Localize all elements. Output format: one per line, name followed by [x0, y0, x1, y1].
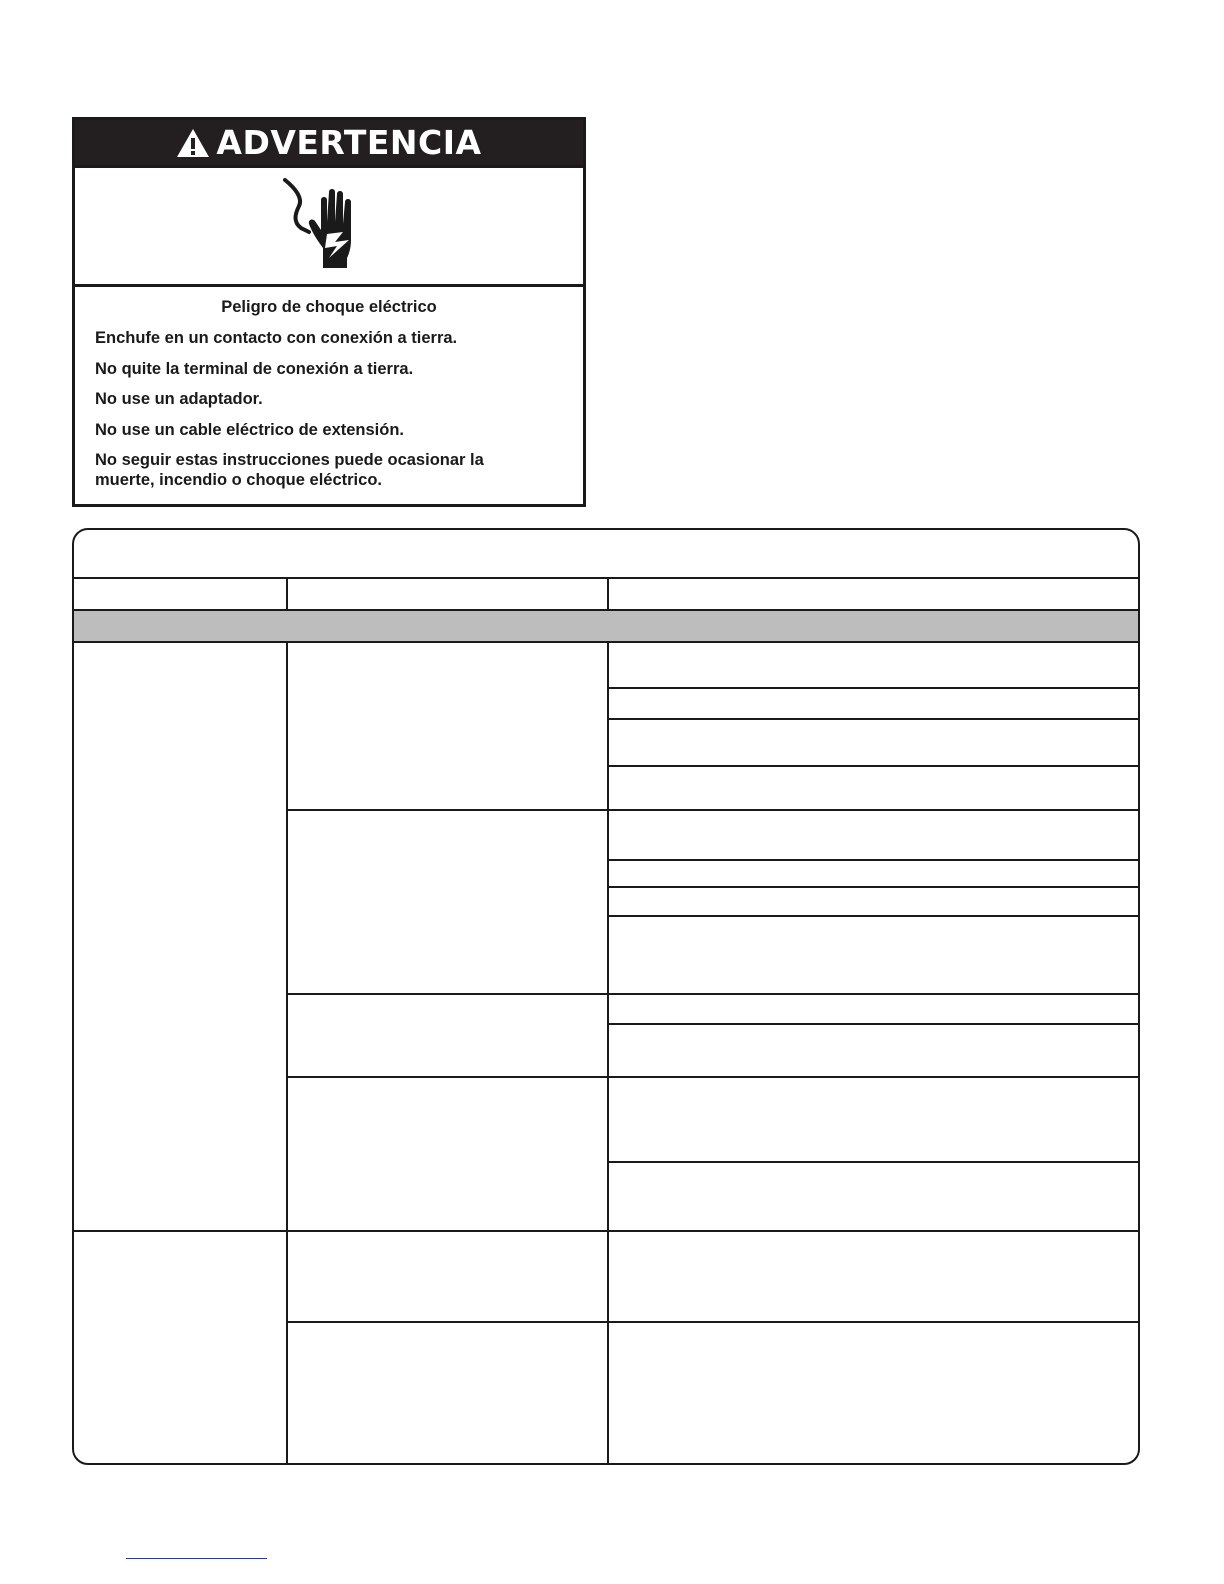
warning-line: No seguir estas instrucciones puede ocasionar la muerte, incendio o choque eléctrico.	[95, 451, 484, 489]
warning-symbol-area	[75, 168, 583, 287]
electric-shock-hand-icon	[279, 176, 379, 276]
warning-header	[75, 120, 583, 168]
table-grid	[74, 530, 1140, 1465]
warning-line: No use un cable eléctrico de extensión.	[95, 420, 405, 439]
troubleshooting-table	[72, 528, 1140, 1465]
footer-link-underline	[126, 1558, 267, 1559]
warning-line: No use un adaptador.	[95, 390, 263, 408]
warning-line: No quite la terminal de conexión a tierra.	[95, 359, 414, 378]
warning-box	[72, 117, 586, 507]
table-section-band	[74, 611, 1140, 642]
warning-subtitle: Peligro de choque eléctrico	[221, 298, 437, 316]
warning-text-area	[75, 287, 583, 490]
warning-triangle-icon	[176, 128, 210, 158]
warning-title: ADVERTENCIA	[216, 123, 482, 162]
warning-line: Enchufe en un contacto con conexión a tierra.	[95, 329, 458, 347]
